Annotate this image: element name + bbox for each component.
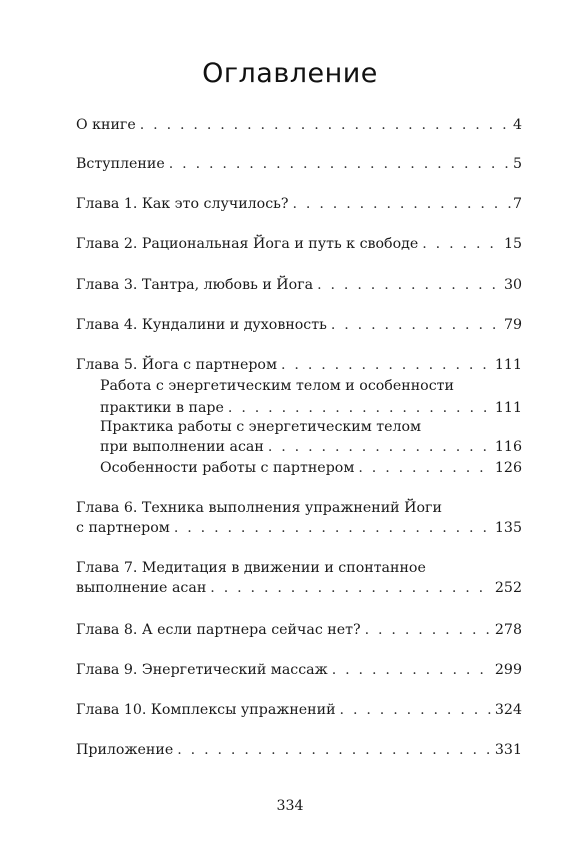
toc-entry [76,739,522,761]
dot-leader [422,233,502,255]
toc-entry-title: при выполнении асан [100,439,264,455]
toc-page-number: 111 [494,400,522,416]
dot-leader [331,314,502,336]
toc-entry [76,517,522,539]
toc-subentry [100,375,522,397]
toc-entry [76,193,522,215]
dot-leader [340,699,493,721]
toc-entry [76,153,522,175]
dot-leader [174,517,493,539]
dot-leader [268,436,493,458]
toc-entry-title: выполнение асан [76,580,207,596]
toc-entry-title: с партнером [76,520,170,536]
toc-page-number: 4 [512,117,522,133]
dot-leader [281,354,493,376]
toc-entry-title: Глава 5. Йога с партнером [76,357,277,373]
toc-page-number: 7 [512,196,522,212]
page-title: Оглавление [202,58,378,89]
toc-entry [76,314,522,336]
toc-entry [76,233,522,255]
toc-entry [76,274,522,296]
toc-entry-title: Глава 6. Техника выполнения упражнений Йоги [76,500,442,516]
toc-entry-title: Глава 1. Как это случилось? [76,196,289,212]
toc-entry-title: Глава 2. Рациональная Йога и путь к свободе [76,236,419,252]
toc-entry-title: Особенности работы с партнером [100,460,355,476]
toc-entry [76,619,522,641]
toc-page-number: 278 [494,622,522,638]
toc-entry-title: Приложение [76,742,174,758]
toc-entry [76,114,522,136]
toc-entry-title: Глава 10. Комплексы упражнений [76,702,336,718]
toc-page-number: 111 [494,357,522,373]
toc-entry-title: О книге [76,117,136,133]
toc-subentry [100,436,522,458]
toc-entry [76,577,522,599]
toc-entry-title: Глава 4. Кундалини и духовность [76,317,327,333]
dot-leader [317,274,502,296]
toc-entry [76,497,522,519]
toc-page-number: 79 [503,317,522,333]
toc-entry-title: Глава 9. Энергетический массаж [76,662,328,678]
toc-page-number: 331 [494,742,522,758]
toc-page-number: 126 [494,460,522,476]
dot-leader [210,577,493,599]
dot-leader [177,739,493,761]
dot-leader [293,193,511,215]
toc-entry-title: Работа с энергетическим телом и особенности [100,378,454,394]
toc-entry-title: Глава 8. А если партнера сейчас нет? [76,622,361,638]
dot-leader [358,457,493,479]
toc-entry-title: Глава 7. Медитация в движении и спонтанное [76,560,426,576]
dot-leader [140,114,511,136]
toc-page-number: 15 [503,236,522,252]
toc-entry-title: Практика работы с энергетическим телом [100,419,422,435]
toc-entry-title: Глава 3. Тантра, любовь и Йога [76,277,314,293]
toc-entry-title: практики в паре [100,400,224,416]
toc-page-number: 116 [494,439,522,455]
toc-subentry [100,457,522,479]
page-number: 334 [276,798,304,814]
dot-leader [365,619,493,641]
toc-entry-title: Вступление [76,156,165,172]
toc-entry [76,354,522,376]
toc-page-number: 5 [512,156,522,172]
toc-page-number: 252 [494,580,522,596]
toc-page-number: 30 [503,277,522,293]
dot-leader [169,153,511,175]
dot-leader [332,659,493,681]
toc-entry [76,557,522,579]
toc-entry [76,699,522,721]
toc-page-number: 135 [494,520,522,536]
toc-entry [76,659,522,681]
toc-page-number: 299 [494,662,522,678]
toc-subentry [100,416,522,438]
toc-page-number: 324 [494,702,522,718]
